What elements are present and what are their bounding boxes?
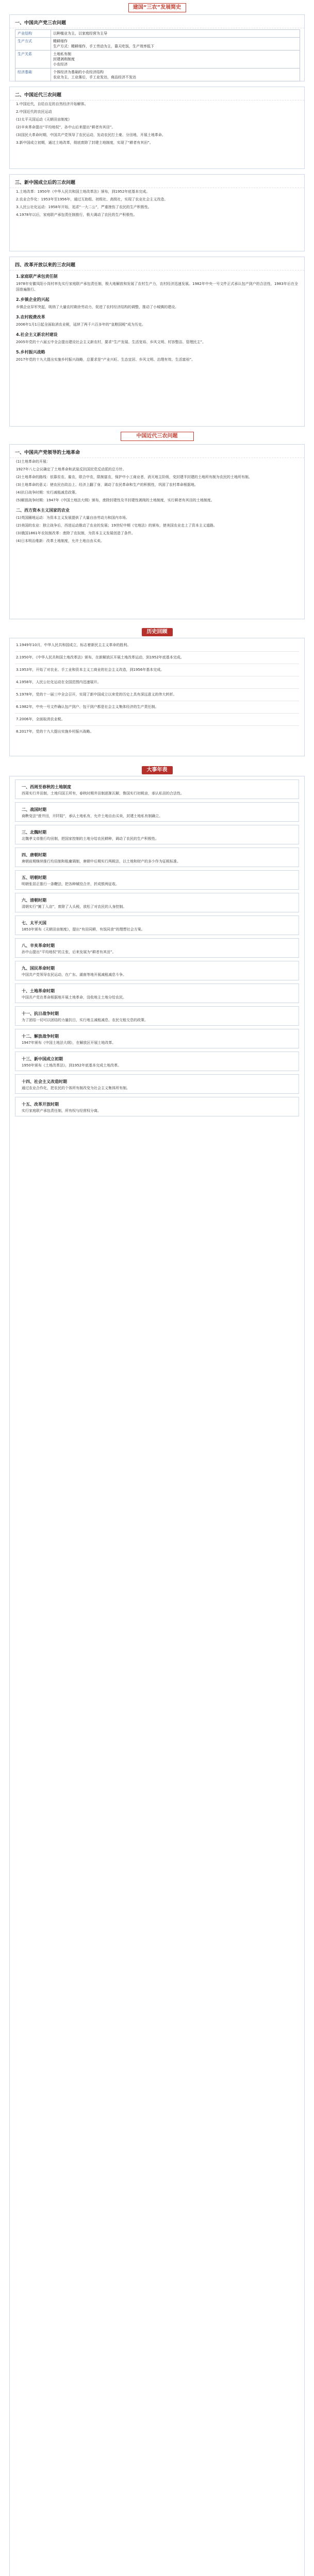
timeline-item <box>15 938 299 958</box>
section2-title: 二、中国近代三农问题 <box>10 87 304 100</box>
timeline-title: 一、西周至春秋的土地制度 <box>22 785 71 789</box>
table-row <box>15 38 300 50</box>
table-value <box>51 69 300 81</box>
paragraph: 2.中国近代的农民运动 <box>16 110 52 114</box>
timeline-item <box>15 870 299 890</box>
paragraph: 5.1978年，党的十一届三中全会召开，实现了新中国成立以来党的历史上具有深远意义的伟大转折。 <box>16 692 177 697</box>
table-key: 经济基础 <box>15 69 51 81</box>
section1-title: 一、中国共产党三农问题 <box>10 15 304 28</box>
paragraph: (2)辛亥革命提出“平均地权”，孙中山后来提出“耕者有其田”。 <box>16 125 115 129</box>
paragraph: 3.1953年，开始了对农业、手工业和资本主义工商业的社会主义改造，到1956年基本完成。 <box>16 668 164 672</box>
timeline-item <box>15 916 299 935</box>
timeline-title: 十四、社会主义改造时期 <box>22 1079 67 1084</box>
timeline-item <box>15 1097 299 1116</box>
timeline-text: 孙中山提出“平均地权”的主张，后来发展为“耕者有其田”。 <box>22 950 116 954</box>
timeline-item <box>15 1029 299 1048</box>
paragraph: (4)日本明治维新：改革土地制度，允许土地自由买卖。 <box>16 539 104 543</box>
timeline-title: 十一、抗日战争时期 <box>22 1011 59 1016</box>
timeline-text: 中国共产党领导农民运动，在广东、湖南等地开展减租减息斗争。 <box>22 973 126 977</box>
banner2-wrap <box>0 432 314 441</box>
subheading: 4.社会主义新农村建设 <box>16 332 58 337</box>
divider <box>15 688 299 689</box>
timeline-title: 七、太平天国 <box>22 921 46 925</box>
timeline-title: 八、辛亥革命时期 <box>22 943 55 948</box>
timeline-title: 四、唐朝时期 <box>22 853 46 857</box>
paragraph: 1.中国近代，自给自足的自然经济开始解体。 <box>16 102 88 106</box>
subheading: 1.家庭联产承包责任制 <box>16 274 58 279</box>
section1-box <box>9 14 305 81</box>
timeline-text: 商鞅变法“废井田，开阡陌”，承认土地私有，允许土地自由买卖，封建土地私有制确立。 <box>22 814 163 818</box>
paragraph: 7.2006年，全面取消农业税。 <box>16 717 65 721</box>
badge1: 历史回顾 <box>142 628 173 636</box>
section5-box <box>9 444 305 619</box>
table-key: 生产关系 <box>15 50 51 69</box>
paragraph: 2.农业合作化：1953年至1956年，通过互助组、初级社、高级社，实现了农业社会主义改造。 <box>16 197 168 201</box>
banner2: 中国近代三农问题 <box>121 432 194 441</box>
paragraph: 乡镇企业异军突起，吸纳了大量农村剩余劳动力，促进了农村经济结构的调整，推动了小城镇的建设。 <box>16 305 178 309</box>
badge2-wrap <box>0 764 314 774</box>
section2-box <box>9 87 305 169</box>
paragraph: (2)美国的农业：独立战争后，西进运动推动了农业的发展；19世纪中期《宅地法》的颁布，使美国农业走上了资本主义道路。 <box>16 523 217 528</box>
section5-title: 一、中国共产党领导的土地革命 <box>10 445 304 458</box>
table-value-line: 个体经济为基础的小农经济结构 <box>53 70 104 74</box>
divider <box>15 725 299 726</box>
timeline-item <box>15 1052 299 1071</box>
timeline-item <box>15 802 299 822</box>
paragraph: 1.土地改革：1950年《中华人民共和国土地改革法》颁布，到1952年底基本完成。 <box>16 190 150 194</box>
subheading: 二、西方资本主义国家的农业 <box>16 508 70 513</box>
timeline-text: 唐朝前期继续推行均田制和租庸调制，唐朝中后期实行两税法，以土地和财产的多少作为征税标准。 <box>22 859 180 863</box>
timeline-text: 西周实行井田制，土地归国王所有，春秋时期井田制逐渐瓦解，鲁国实行初税亩，承认私田的合法性。 <box>22 791 184 795</box>
timeline-text: 清朝实行“摊丁入亩”，废除了人头税，放松了对农民的人身控制。 <box>22 905 127 909</box>
paragraph: (1)太平天国运动《天朝田亩制度》 <box>16 117 72 122</box>
section1-table <box>15 29 300 81</box>
timeline-text: 明朝张居正推行一条鞭法，把各种赋役合并，折成银两征收。 <box>22 882 119 886</box>
table-value: 以种植业为主，以家庭经营为主导 <box>51 30 300 38</box>
table-row <box>15 50 300 69</box>
table-value-line: 小农经济 <box>53 62 68 66</box>
table-key: 产业结构 <box>15 30 51 38</box>
paragraph: (3)土地革命的意义：使农民在政治上、经济上翻了身，调动了农民革命和生产的积极性，巩固了农村革命根据地。 <box>16 483 198 487</box>
timeline-title: 五、明朝时期 <box>22 875 46 880</box>
timeline-text: 1950年颁布《土地改革法》，到1952年底基本完成土地改革。 <box>22 1063 122 1067</box>
timeline-title: 十二、解放战争时期 <box>22 1034 59 1039</box>
section3-box <box>9 174 305 251</box>
timeline-item <box>15 1006 299 1026</box>
paragraph: (1)英国圈地运动：为资本主义发展提供了大量自由劳动力和国内市场。 <box>16 516 129 520</box>
table-value-line: 封建剥削制度 <box>53 57 75 61</box>
timeline-title: 六、清朝时期 <box>22 898 46 903</box>
section4-box <box>9 257 305 427</box>
timeline-item <box>15 779 299 799</box>
paragraph: 4.1978年以后，家庭联产承包责任制推行，极大调动了农民的生产积极性。 <box>16 213 137 217</box>
paragraph: 2.1950年，《中华人民共和国土地改革法》颁布，在新解放区开展土地改革运动，到1952年底基本完成。 <box>16 655 184 659</box>
divider <box>15 651 299 652</box>
timeline-text: 北魏孝文帝推行均田制，把国家控制的土地分给农民耕种，调动了农民的生产积极性。 <box>22 837 159 841</box>
timeline-item <box>15 893 299 912</box>
timeline-title: 九、国民革命时期 <box>22 966 55 971</box>
header-banner: 建国“三农”发展简史 <box>128 3 186 12</box>
table-value-line: 土地私有制 <box>53 52 71 56</box>
table-key: 生产方式 <box>15 38 51 50</box>
timeline-text: 1853年颁布《天朝田亩制度》，提出“有田同耕，有饭同食”的理想社会方案。 <box>22 927 145 931</box>
table-value-line: 农业为主，工业落后，手工业发达，商品经济不发达 <box>53 75 136 79</box>
timeline-title: 二、战国时期 <box>22 807 46 812</box>
timeline-item <box>15 848 299 867</box>
badge1-wrap <box>0 625 314 636</box>
timeline-title: 十五、改革开放时期 <box>22 1102 59 1107</box>
subheading: 2.乡镇企业的兴起 <box>16 297 49 302</box>
table-value-line: 精耕细作 <box>53 39 68 43</box>
paragraph: 2006年1月1日起全面取消农业税，延续了两千六百多年的“皇粮国税”成为历史。 <box>16 323 145 327</box>
timeline-text: 中国共产党在革命根据地开展土地革命，没收地主土地分给农民。 <box>22 995 126 999</box>
timeline-text: 实行家庭联产承包责任制，所有权与经营权分离。 <box>22 1109 101 1113</box>
table-value <box>51 50 300 69</box>
paragraph: 1978年安徽凤阳小岗村率先实行家庭联产承包责任制，极大地解放和发展了农村生产力，农村经济迅速发展。1982年中央一号文件正式承认包产到户的合法性，1983年后在全国普遍推行。 <box>16 282 298 292</box>
badge2: 大事年表 <box>142 766 173 774</box>
timeline-item <box>15 1074 299 1094</box>
table-row <box>15 30 300 38</box>
paragraph: (5)解放战争时期：1947年《中国土地法大纲》颁布，废除封建性及半封建性剥削的土地制度，实行耕者有其田的土地制度。 <box>16 498 214 502</box>
paragraph: 6.1982年，中央一号文件确认包产到户、包干到户都是社会主义集体经济的生产责任制。 <box>16 705 159 709</box>
header-banner-wrap <box>0 3 314 12</box>
paragraph: (3)俄国1861年农奴制改革：废除了农奴制，为资本主义发展创造了条件。 <box>16 531 135 535</box>
divider <box>15 713 299 714</box>
paragraph: 2017年党的十九大提出实施乡村振兴战略，总要求是“产业兴旺、生态宜居、乡风文明、治理有效、生活富裕”。 <box>16 358 195 362</box>
table-row <box>15 69 300 81</box>
timeline-item <box>15 984 299 1003</box>
table-value-line: 生产方式：精耕细作，手工劳动为主，靠天吃饭，生产效率低下 <box>53 44 154 48</box>
paragraph: (1)土地革命的开展： <box>16 460 50 464</box>
timeline-item <box>15 825 299 844</box>
paragraph: 3.人民公社化运动：1958年开始，追求“一大二公”，严重挫伤了农民的生产积极性。 <box>16 205 152 209</box>
paragraph: 3.新中国成立初期，通过土地改革，彻底废除了封建土地制度，实现了“耕者有其田”。 <box>16 141 153 145</box>
section6-box <box>9 638 305 756</box>
subheading: 3.农村税费改革 <box>16 315 45 319</box>
timeline-text: 通过农业合作化，把农民的个体所有制改变为社会主义集体所有制。 <box>22 1086 130 1090</box>
paragraph: (3)国民大革命时期，中国共产党领导了农民运动，发动农民打土豪、分田地，开展土地革命。 <box>16 133 166 137</box>
paragraph: 1.1949年10月，中华人民共和国成立，标志着新民主主义革命的胜利。 <box>16 643 131 647</box>
timeline-title: 三、北魏时期 <box>22 830 46 835</box>
section7-box <box>9 776 305 2576</box>
section4-title: 四、改革开放以来的三农问题 <box>10 257 304 270</box>
paragraph: 1927年八七会议确定了土地革命和武装反抗国民党反动派的总方针。 <box>16 467 126 471</box>
timeline-title: 十三、新中国成立初期 <box>22 1057 63 1061</box>
section3-title: 三、新中国成立后的三农问题 <box>10 175 304 188</box>
paragraph: 2005年党的十六届五中全会提出建设社会主义新农村，要求“生产发展、生活宽裕、乡风文明、村容整洁、管理民主”。 <box>16 340 206 344</box>
timeline-text: 1947年颁布《中国土地法大纲》，在解放区开展土地改革。 <box>22 1041 116 1045</box>
table-value <box>51 38 300 50</box>
paragraph: 8.2017年，党的十九大提出实施乡村振兴战略。 <box>16 730 94 734</box>
subheading: 5.乡村振兴战略 <box>16 350 45 354</box>
timeline-title: 十、土地革命时期 <box>22 989 55 993</box>
paragraph: (2)土地革命的路线：依靠贫农、雇农，联合中农，限制富农，保护中小工商业者，消灭地主阶级，变封建半封建的土地所有制为农民的土地所有制。 <box>16 475 252 479</box>
timeline-item <box>15 961 299 980</box>
timeline-text: 为了团结一切可以团结的力量抗日，实行地主减租减息、农民交租交息的政策。 <box>22 1018 148 1022</box>
paragraph: (4)抗日战争时期：实行减租减息政策。 <box>16 490 79 495</box>
paragraph: 4.1958年，人民公社化运动在全国范围内迅速展开。 <box>16 680 101 684</box>
